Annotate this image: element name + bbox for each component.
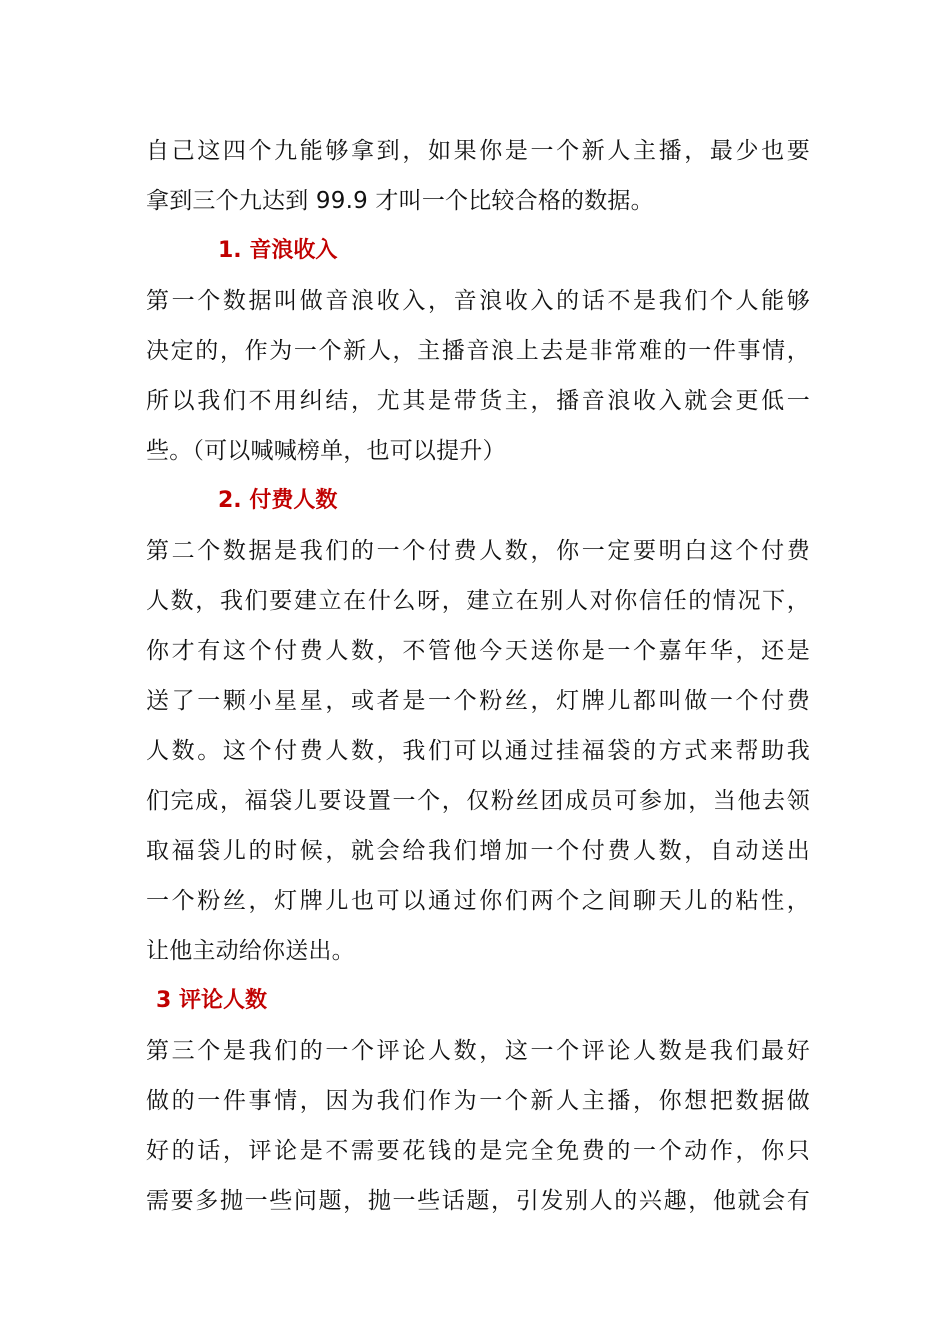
paragraph-line: 你才有这个付费人数，不管他今天送你是一个嘉年华，还是 (146, 638, 810, 664)
paragraph-line: 人数。这个付费人数，我们可以通过挂福袋的方式来帮助我 (146, 738, 810, 764)
section-heading-paying-users: 2. 付费人数 (218, 488, 338, 513)
paragraph-line: 送了一颗小星星，或者是一个粉丝，灯牌儿都叫做一个付费 (146, 688, 810, 714)
paragraph-line: 所以我们不用纠结，尤其是带货主，播音浪收入就会更低一 (146, 388, 810, 414)
paragraph-line: 自己这四个九能够拿到，如果你是一个新人主播，最少也要 (146, 138, 810, 164)
paragraph-line: 第一个数据叫做音浪收入，音浪收入的话不是我们个人能够 (146, 288, 810, 314)
paragraph-line: 做的一件事情，因为我们作为一个新人主播，你想把数据做 (146, 1088, 810, 1114)
paragraph-line: 需要多抛一些问题，抛一些话题，引发别人的兴趣，他就会有 (146, 1188, 810, 1214)
paragraph-line: 们完成，福袋儿要设置一个，仅粉丝团成员可参加，当他去领 (146, 788, 810, 814)
paragraph-line: 好的话，评论是不需要花钱的是完全免费的一个动作，你只 (146, 1138, 810, 1164)
paragraph-line: 第三个是我们的一个评论人数，这一个评论人数是我们最好 (146, 1038, 810, 1064)
paragraph-line: 些。（可以喊喊榜单，也可以提升） (146, 438, 506, 464)
section-heading-comment-users: 3 评论人数 (156, 988, 267, 1013)
paragraph-line: 拿到三个九达到 99.9 才叫一个比较合格的数据。 (146, 188, 654, 214)
document-body (146, 126, 810, 1226)
paragraph-line: 第二个数据是我们的一个付费人数，你一定要明白这个付费 (146, 538, 810, 564)
paragraph-line: 取福袋儿的时候，就会给我们增加一个付费人数，自动送出 (146, 838, 810, 864)
paragraph-line: 一个粉丝，灯牌儿也可以通过你们两个之间聊天儿的粘性， (146, 888, 810, 914)
paragraph-line: 决定的，作为一个新人，主播音浪上去是非常难的一件事情， (146, 338, 810, 364)
paragraph-line: 人数，我们要建立在什么呀，建立在别人对你信任的情况下， (146, 588, 810, 614)
section-heading-sound-wave-income: 1. 音浪收入 (218, 238, 338, 263)
paragraph-line: 让他主动给你送出。 (146, 938, 355, 964)
